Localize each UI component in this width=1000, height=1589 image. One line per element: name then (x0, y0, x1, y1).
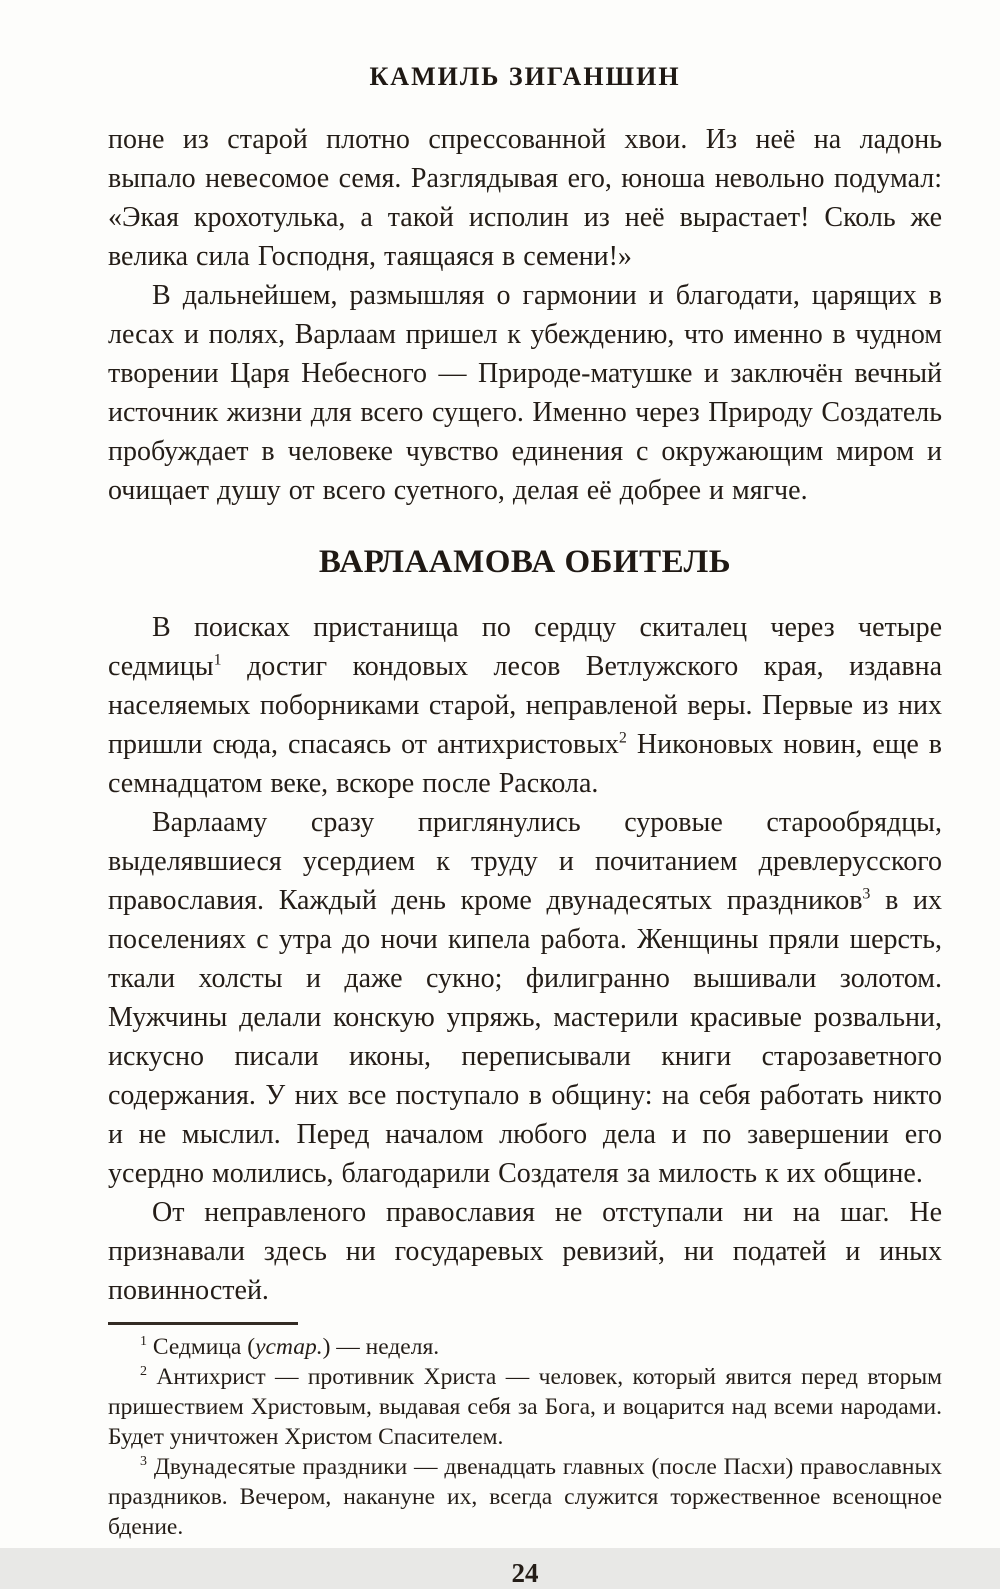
paragraph-seeking-text-2: достиг кондовых лесов Ветлужского края, издавна населяемых поборниками старой, неправленой веры. Первые из них пришли сюда, спасаясь от антихристовых (108, 651, 942, 760)
footnote-3-marker: 3 (140, 1454, 147, 1470)
paragraph-oldbelievers-text-2: в их поселениях с утра до ночи кипела работа. Женщины пряли шерсть, ткали холсты и даже сукно; филигранно вышивали золотом. Мужчины делали конскую упряжь, мастерили красивые розвальни, искусно писали иконы, переписывали книги старозаветного содержания. У них все поступало в общину: на себя работать никто и не мыслил. Перед началом любого дела и по завершении его усердно молились, благодарили Создателя за милость к их общине. (108, 885, 942, 1189)
footnote-ref-2: 2 (618, 729, 627, 747)
footnote-1-text-tail: ) — неделя. (322, 1334, 440, 1360)
footnote-1 (108, 1332, 942, 1362)
footnote-1-italic-term: устар. (255, 1334, 323, 1360)
paragraph-seeking (108, 608, 942, 803)
paragraph-oldbelievers-text-1: Варлааму сразу приглянулись суровые старообрядцы, выделявшиеся усердием к труду и почитанием древлерусского православия. Каждый день кроме двунадесятых праздников (108, 807, 942, 916)
paragraph-orthodoxy: От неправленого православия не отступали ни на шаг. Не признавали здесь ни государевых ревизий, ни податей и иных повинностей. (108, 1197, 942, 1306)
footnote-2-marker: 2 (140, 1364, 147, 1380)
paragraph-harmony: В дальнейшем, размышляя о гармонии и благодати, царящих в лесах и полях, Варлаам пришел к убеждению, что именно в чудном творении Царя Небесного — Природе-матушке и заключён вечный источник жизни для всего сущего. Именно через Природу Создатель пробуждает в человеке чувство единения с окружающим миром и очищает душу от всего суетного, делая её добрее и мягче. (108, 280, 942, 506)
footnote-3-text: Двунадесятые праздники — двенадцать главных (после Пасхи) православных праздников. Вечером, накануне их, всегда служится торжественное всенощное бдение. (108, 1454, 942, 1540)
paragraph-continuation: поне из старой плотно спрессованной хвои. Из неё на ладонь выпало невесомое семя. Разглядывая его, юноша невольно подумал: «Экая крохотулька, а такой исполин из неё вырастает! Сколь же велика сила Господня, таящаяся в семени!» (108, 124, 942, 272)
footnote-separator (108, 1322, 298, 1325)
page-number: 24 (511, 1558, 539, 1588)
footnote-ref-1: 1 (213, 651, 222, 669)
paragraph-seeking-text-3: Никоновых новин, еще в семнадцатом веке, вскоре после Раскола. (108, 729, 943, 799)
running-header-author: КАМИЛЬ ЗИГАНШИН (369, 62, 681, 91)
footnotes-block (108, 1332, 942, 1542)
paragraph-seeking-text-1: В поисках пристанища по сердцу скиталец через четыре седмицы (108, 612, 942, 682)
footnote-ref-3: 3 (862, 885, 871, 903)
footnote-1-marker: 1 (140, 1334, 147, 1350)
footnote-2-text: Антихрист — противник Христа — человек, который явится перед вторым пришествием Христовым, выдавая себя за Бога, и воцарится над всеми народами. Будет уничтожен Христом Спасителем. (108, 1364, 942, 1450)
section-title: ВАРЛААМОВА ОБИТЕЛЬ (318, 544, 732, 580)
footnote-3 (108, 1452, 942, 1542)
footnote-2 (108, 1362, 942, 1452)
footnote-1-text: Седмица ( (147, 1334, 256, 1360)
paragraph-oldbelievers (108, 803, 942, 1193)
